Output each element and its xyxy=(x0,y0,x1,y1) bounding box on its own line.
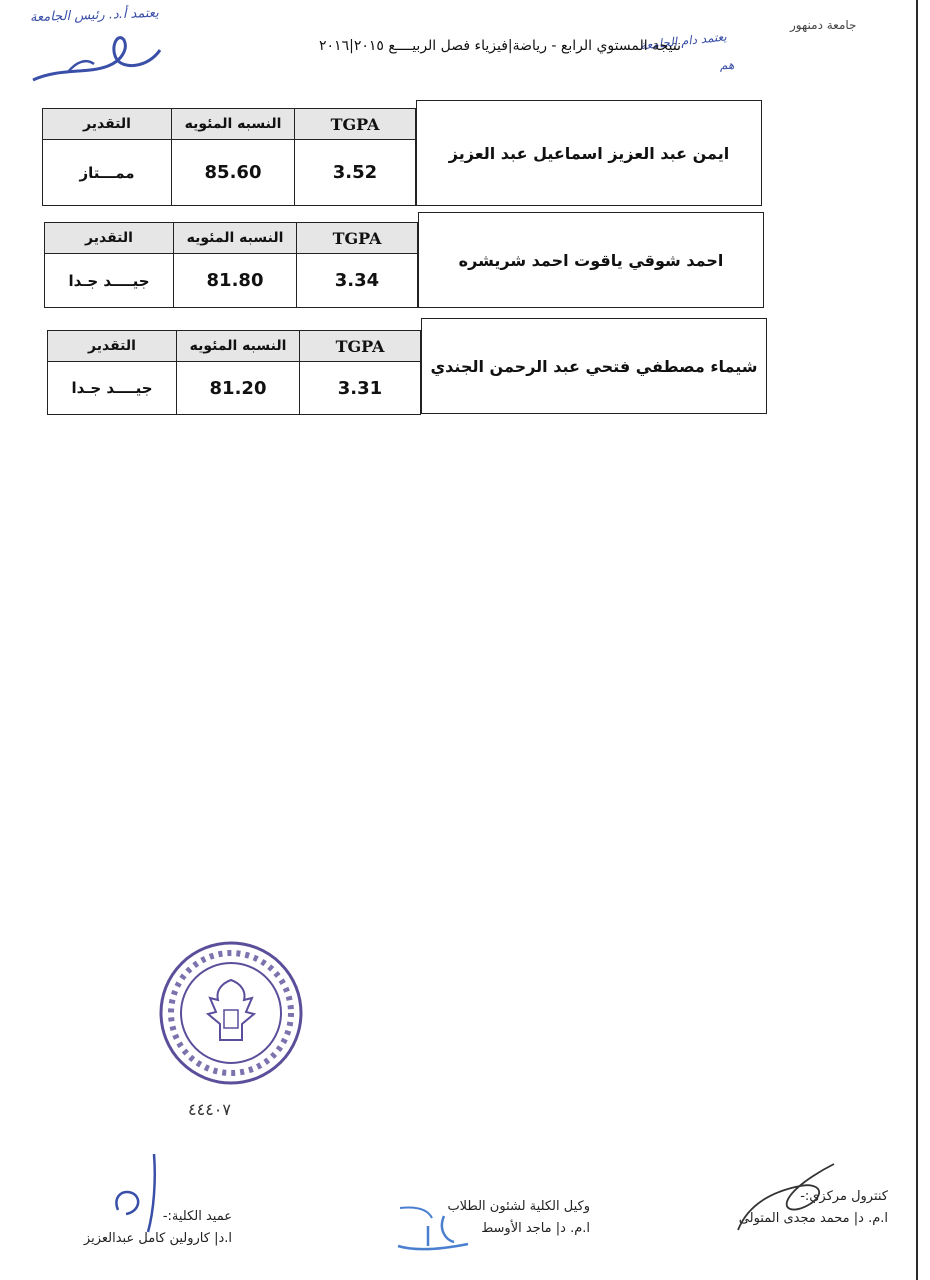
percentage-value: 85.60 xyxy=(172,140,295,206)
result-table xyxy=(47,330,421,415)
signature-title: وكيل الكلية لشئون الطلاب xyxy=(447,1199,590,1214)
signature-title: كنترول مركزي:- xyxy=(800,1189,888,1204)
percentage-value: 81.80 xyxy=(174,254,297,308)
dean-signature xyxy=(98,1150,178,1240)
seal-number: ٤٤٤٠٧ xyxy=(188,1100,231,1119)
percentage-value: 81.20 xyxy=(177,362,300,415)
signature-title: عميد الكلية:- xyxy=(162,1209,232,1224)
handwritten-top-note-2: هم xyxy=(720,58,735,72)
student-name: احمد شوقي ياقوت احمد شريشره xyxy=(418,212,764,308)
page-title: نتيجة المستوي الرابع - رياضة|فيزياء فصل الربيــــع ٢٠١٥|٢٠١٦ xyxy=(319,38,681,54)
column-header-grade: التقدير xyxy=(43,109,172,140)
tgpa-value: 3.52 xyxy=(295,140,416,206)
tgpa-value: 3.34 xyxy=(297,254,418,308)
grade-value: جيــــد جـدا xyxy=(48,362,177,415)
scan-edge xyxy=(916,0,918,1280)
column-header-grade: التقدير xyxy=(48,331,177,362)
column-header-percentage: النسبه المئويه xyxy=(177,331,300,362)
student-name: ايمن عبد العزيز اسماعيل عبد العزيز xyxy=(416,100,762,206)
student-name: شيماء مصطفي فتحي عبد الرحمن الجندي xyxy=(421,318,767,414)
signature-name: ا.م. د| ماجد الأوسط xyxy=(481,1221,590,1236)
signature-name: ا.م. د| محمد مجدى المتولى xyxy=(738,1211,888,1226)
result-table xyxy=(42,108,416,206)
column-header-grade: التقدير xyxy=(45,223,174,254)
column-header-percentage: النسبه المئويه xyxy=(174,223,297,254)
grade-value: جيــــد جـدا xyxy=(45,254,174,308)
result-table xyxy=(44,222,418,308)
university-seal xyxy=(158,940,304,1086)
column-header-tgpa: TGPA xyxy=(300,331,421,362)
top-left-signature xyxy=(28,28,168,88)
university-stamp-text: جامعة دمنهور xyxy=(790,18,857,32)
column-header-tgpa: TGPA xyxy=(297,223,418,254)
grade-value: ممـــتاز xyxy=(43,140,172,206)
student-record xyxy=(44,222,764,308)
handwritten-approval-note: يعتمد أ.د. رئيس الجامعة xyxy=(29,5,159,26)
column-header-percentage: النسبه المئويه xyxy=(172,109,295,140)
column-header-tgpa: TGPA xyxy=(295,109,416,140)
tgpa-value: 3.31 xyxy=(300,362,421,415)
student-record xyxy=(42,108,762,206)
signature-name: ا.د| كارولين كامل عبدالعزيز xyxy=(83,1231,232,1246)
control-signature xyxy=(730,1160,840,1240)
student-record xyxy=(47,330,767,415)
handwritten-top-note: يعتمد دام الجامعة xyxy=(639,29,728,53)
vice-dean-signature xyxy=(388,1196,478,1260)
